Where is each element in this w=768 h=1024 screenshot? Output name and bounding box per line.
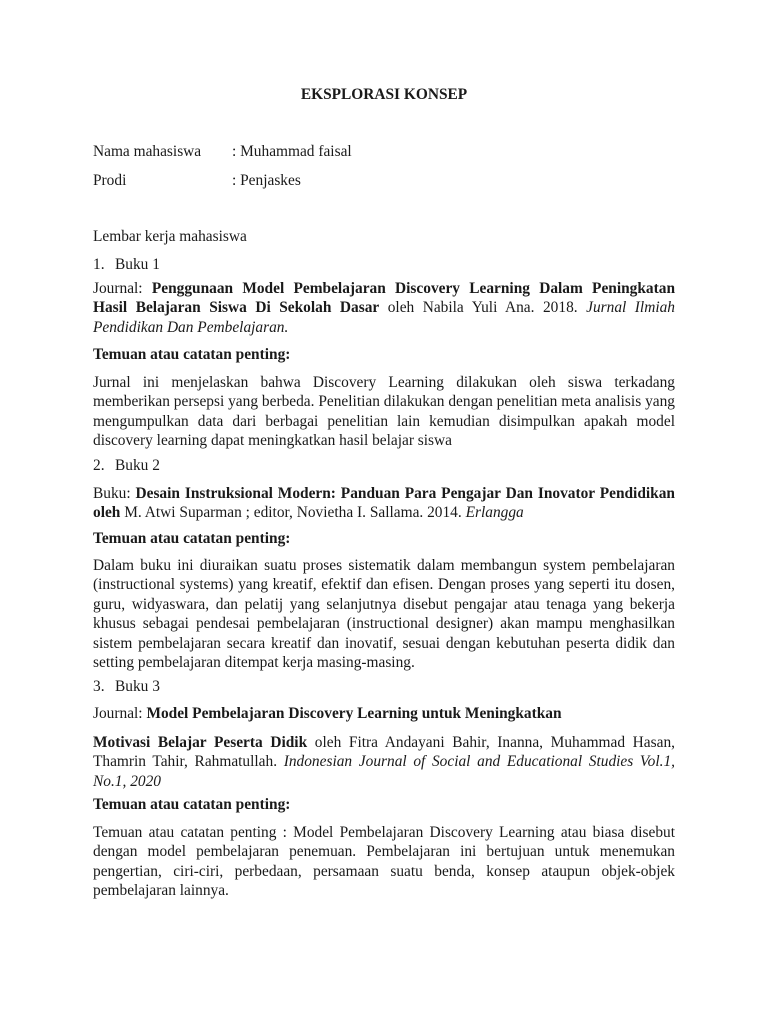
entry-1-notes: Jurnal ini menjelaskan bahwa Discovery Learning dilakukan oleh siswa terkadang memberikan persepsi yang berbeda. Penelitian dilakukan dengan penelitian meta analisis yang mengumpulkan data dari berbagai penelitian lain kemudian disimpulkan apakah model discovery learning dapat meningkatkan hasil belajar siswa bbox=[93, 374, 675, 450]
entry-3-title: Buku 3 bbox=[115, 678, 160, 695]
entry-2-notes-heading: Temuan atau catatan penting: bbox=[93, 530, 291, 547]
entry-3-notes-heading: Temuan atau catatan penting: bbox=[93, 796, 291, 813]
entry-1-source-title: Penggunaan Model Pembelajaran Discovery Learning Dalam Peningkatan Hasil Belajaran Siswa Di Sekolah Dasar bbox=[93, 280, 676, 317]
entry-3-source-line1 bbox=[93, 705, 675, 723]
entry-3-notes: Temuan atau catatan penting : Model Pembelajaran Discovery Learning atau biasa disebut dengan model pembelajaran penemuan. Pembelajaran ini bertujuan untuk menemukan pengertian, ciri-ciri, perbedaan, persamaan suatu benda, konsep ataupun objek-objek pembelajaran lainnya. bbox=[93, 824, 675, 900]
entry-1-heading bbox=[93, 256, 675, 274]
entry-3-number: 3. bbox=[93, 678, 105, 695]
entry-2-source bbox=[93, 484, 675, 523]
entry-3-source bbox=[93, 733, 675, 791]
student-prodi-label: Prodi bbox=[93, 172, 127, 189]
entry-1-source-author: oleh Nabila Yuli Ana. 2018. bbox=[379, 299, 587, 317]
worksheet-label: Lembar kerja mahasiswa bbox=[93, 228, 247, 245]
entry-1-title: Buku 1 bbox=[115, 256, 160, 273]
entry-3-heading bbox=[93, 678, 675, 696]
entry-2-source-title: Desain Instruksional Modern: Panduan Para Pengajar Dan Inovator Pendidikan oleh bbox=[93, 485, 675, 522]
entry-1-notes-heading: Temuan atau catatan penting: bbox=[93, 346, 291, 363]
entry-3-source-title-line2: Motivasi Belajar Peserta Didik bbox=[93, 734, 308, 751]
student-name-value: : Muhammad faisal bbox=[232, 143, 352, 160]
entry-2-heading bbox=[93, 457, 675, 475]
entry-2-title: Buku 2 bbox=[115, 457, 160, 474]
entry-2-source-prefix: Buku: bbox=[93, 485, 136, 502]
entry-1-number: 1. bbox=[93, 256, 105, 273]
entry-3-source-title-line1: Model Pembelajaran Discovery Learning untuk Meningkatkan bbox=[146, 705, 562, 722]
entry-2-source-publication: Erlangga bbox=[465, 504, 524, 522]
document-title: EKSPLORASI KONSEP bbox=[300, 86, 468, 103]
entry-1-source bbox=[93, 279, 675, 337]
entry-3-source-prefix: Journal: bbox=[93, 705, 147, 722]
entry-2-source-author: M. Atwi Suparman ; editor, Novietha I. Sallama. 2014. bbox=[120, 504, 466, 522]
student-prodi-value: : Penjaskes bbox=[232, 172, 301, 189]
entry-3-source-author: oleh Fitra Andayani Bahir, Inanna, Muhammad Hasan, Thamrin Tahir, Rahmatullah. bbox=[93, 734, 675, 771]
entry-2-number: 2. bbox=[93, 457, 105, 474]
entry-1-source-prefix: Journal: bbox=[93, 280, 152, 297]
student-name-label: Nama mahasiswa bbox=[93, 143, 202, 160]
entry-2-notes: Dalam buku ini diuraikan suatu proses sistematik dalam membangun system pembelajaran (instructional systems) yang kreatif, efektif dan efisen. Dengan proses yang seperti itu dosen, guru, widyaswara, dan pelatij yang selanjutnya disebut pengajar atau tenaga yang bekerja khusus sebagai pendesai pembelajaran (instructional designer) akan mampu menghasilkan sistem pembelajaran secara kreatif dan inovatif, sesuai dengan kebutuhan peserta didik dan setting pembelajaran ditempat kerja masing-masing. bbox=[93, 557, 675, 672]
entry-1-source-publication: Jurnal Ilmiah Pendidikan Dan Pembelajaran. bbox=[93, 299, 675, 336]
entry-3-source-publication: Indonesian Journal of Social and Educational Studies Vol.1, No.1, 2020 bbox=[93, 753, 675, 790]
